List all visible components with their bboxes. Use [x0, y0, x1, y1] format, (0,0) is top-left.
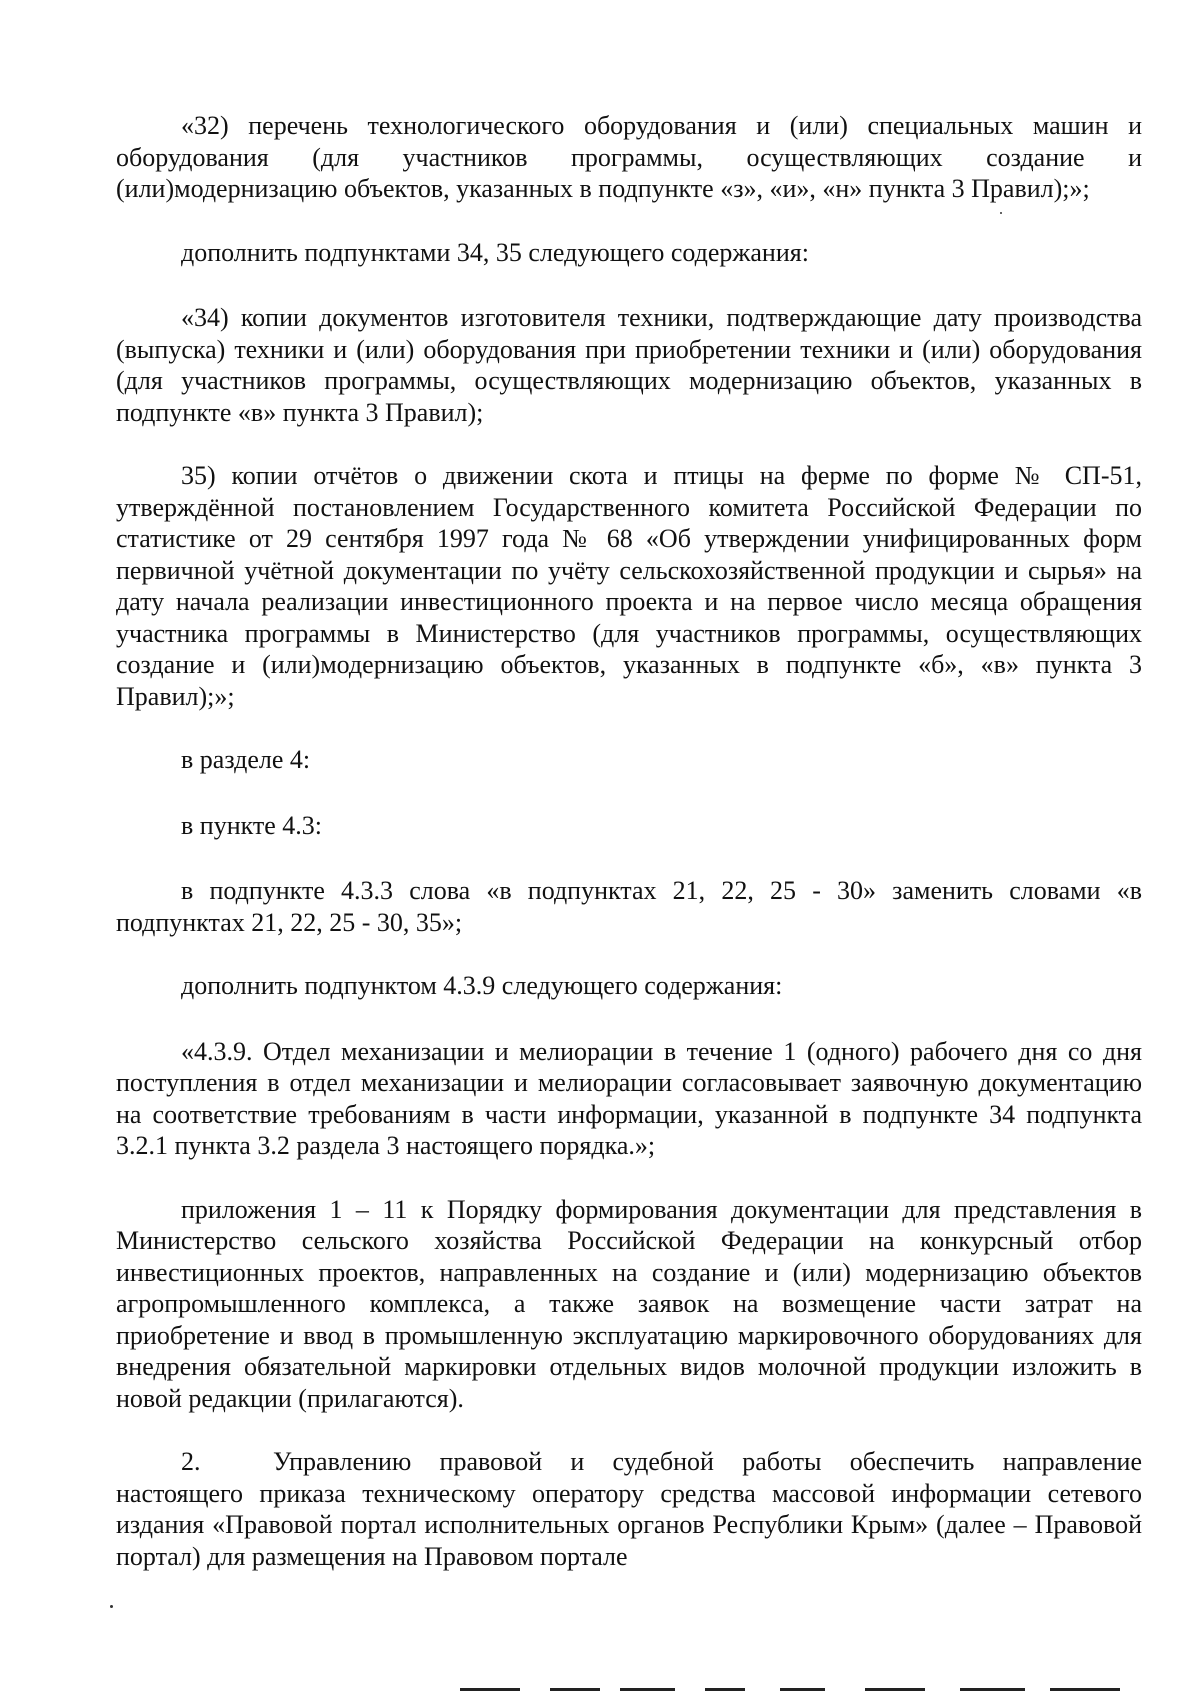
- scan-speck: [110, 1605, 113, 1608]
- scan-edge-mark: [960, 1688, 1025, 1691]
- paragraph-add-34-35: дополнить подпунктами 34, 35 следующего содержания:: [181, 237, 809, 267]
- paragraph-section-4: в разделе 4:: [181, 745, 311, 774]
- scan-edge-mark: [1050, 1688, 1120, 1691]
- paragraph-4-3-9: «4.3.9. Отдел механизации и мелиорации в течение 1 (одного) рабочего дня со дня поступления в отдел механизации и мелиорации согласовывает заявочную документацию на соответствие требованиям в части информации, указанной в подпункте 34 подпункта 3.2.1 пункта 3.2 раздела 3 настоящего порядка.»;: [116, 1036, 1142, 1160]
- paragraph-35: 35) копии отчётов о движении скота и птицы на ферме по форме № СП-51, утверждённой постановлением Государственного комитета Российской Федерации по статистике от 29 сентября 1997 года № 68 «Об утверждении унифицированных форм первичной учётной документации по учёту сельскохозяйственной продукции и сырья» на дату начала реализации инвестиционного проекта и на первое число месяца обращения участника программы в Министерство (для участников программы, осуществляющих создание и (или)модернизацию объектов, указанных в подпункте «б», «в» пункта 3 Правил);»;: [116, 461, 1142, 711]
- paragraph-add-4-3-9: дополнить подпунктом 4.3.9 следующего содержания:: [181, 971, 783, 1000]
- paragraph-item-2: [116, 1446, 1142, 1572]
- scan-edge-mark: [780, 1688, 825, 1691]
- paragraph-4-3-3: в подпункте 4.3.3 слова «в подпунктах 21, 22, 25 - 30» заменить словами «в подпунктах 21, 22, 25 - 30, 35»;: [116, 876, 1142, 937]
- scan-edge-mark: [620, 1688, 675, 1691]
- item-2-text: Управлению правовой и судебной работы обеспечить направление настоящего приказа техническому оператору средства массовой информации сетевого издания «Правовой портал исполнительных органов Республики Крым» (далее – Правовой портал) для размещения на Правовом портале: [116, 1447, 1142, 1571]
- paragraph-appendices: приложения 1 – 11 к Порядку формирования документации для представления в Министерство сельского хозяйства Российской Федерации на конкурсный отбор инвестиционных проектов, направленных на создание и (или) модернизацию объектов агропромышленного комплекса, а также заявок на возмещение части затрат на приобретение и ввод в промышленную эксплуатацию маркировочного оборудованиях для внедрения обязательной маркировки отдельных видов молочной продукции изложить в новой редакции (прилагаются).: [116, 1194, 1142, 1413]
- scan-edge-mark: [550, 1688, 600, 1691]
- scan-edge-mark: [865, 1688, 925, 1691]
- paragraph-point-4-3: в пункте 4.3:: [181, 810, 323, 840]
- item-2-number: 2.: [181, 1447, 201, 1476]
- paragraph-32: «32) перечень технологического оборудования и (или) специальных машин и оборудования (для участников программы, осуществляющих создание и (или)модернизацию объектов, указанных в подпункте «з», «и», «н» пункта 3 Правил);»;: [116, 111, 1142, 203]
- document-page: [116, 110, 1142, 1604]
- scan-edge-marks: [420, 1688, 1180, 1692]
- paragraph-34: «34) копии документов изготовителя техники, подтверждающие дату производства (выпуска) техники и (или) оборудования при приобретении техники и (или) оборудования (для участников программы, осуществляющих модернизацию объектов, указанных в подпункте «в» пункта 3 Правил);: [116, 303, 1142, 427]
- scan-speck: [1000, 212, 1002, 214]
- scan-edge-mark: [460, 1688, 520, 1691]
- scan-edge-mark: [705, 1688, 745, 1691]
